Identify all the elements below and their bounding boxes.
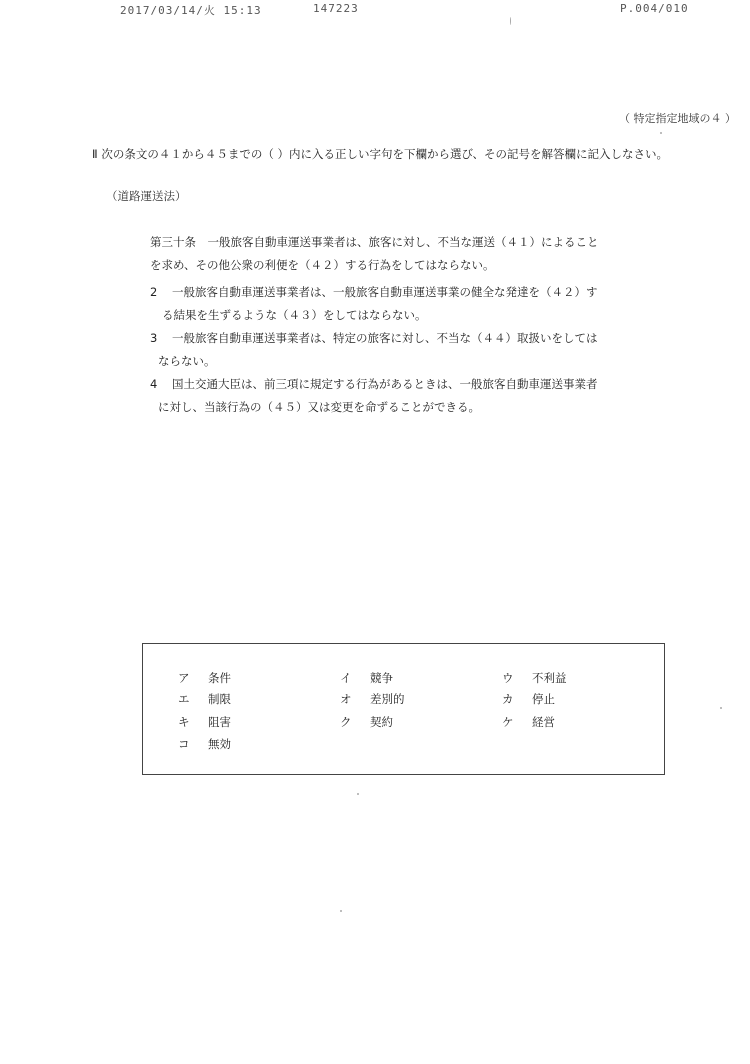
paragraph-3 (150, 327, 598, 373)
paragraph-4-line-2: に対し、当該行為の（４５）又は変更を命ずることができる。 (158, 400, 480, 414)
choice-word: 競争 (370, 671, 393, 685)
choice-item (178, 736, 231, 752)
choice-item (340, 691, 405, 707)
paragraph-2-line-1: 一般旅客自動車運送事業者は、一般旅客自動車運送事業の健全な発達を（４２）す (172, 285, 598, 299)
choice-item (340, 670, 393, 686)
law-name: （道路運送法） (106, 189, 187, 203)
scan-speck (720, 707, 722, 709)
choice-word: 条件 (208, 671, 231, 685)
choice-word: 契約 (370, 715, 393, 729)
paragraph-2 (150, 281, 598, 327)
scan-speck (660, 132, 662, 134)
question-instruction: Ⅱ 次の条文の４１から４５までの（ ）内に入る正しい字句を下欄から選び、その記号を解答欄に記入しなさい。 (92, 147, 669, 161)
scan-speck (510, 17, 511, 25)
article-30-line-2: を求め、その他公衆の利便を（４２）する行為をしてはならない。 (150, 258, 495, 272)
choice-key: コ (178, 737, 190, 751)
choice-word: 制限 (208, 692, 231, 706)
paragraph-number: 2 (150, 285, 158, 299)
answer-choices-box (142, 643, 665, 775)
choice-key: ク (340, 715, 352, 729)
choice-key: ウ (502, 671, 514, 685)
paragraph-2-line-2: る結果を生ずるような（４３）をしてはならない。 (162, 308, 427, 322)
choice-key: エ (178, 692, 190, 706)
choice-item (178, 691, 231, 707)
scan-speck (340, 910, 342, 912)
paragraph-4 (150, 373, 598, 419)
paragraph-3-line-1: 一般旅客自動車運送事業者は、特定の旅客に対し、不当な（４４）取扱いをしては (172, 331, 598, 345)
choice-word: 経営 (532, 715, 555, 729)
paragraph-3-line-2: ならない。 (158, 354, 216, 368)
choice-item (340, 714, 393, 730)
paragraph-4-line-1: 国土交通大臣は、前三項に規定する行為があるときは、一般旅客自動車運送事業者 (172, 377, 598, 391)
choice-key: ケ (502, 715, 514, 729)
choice-item (502, 714, 555, 730)
choice-word: 不利益 (532, 671, 567, 685)
choice-key: キ (178, 715, 190, 729)
choice-item (502, 670, 567, 686)
choice-word: 差別的 (370, 692, 405, 706)
article-30-line-1: 第三十条 一般旅客自動車運送事業者は、旅客に対し、不当な運送（４１）によること (150, 235, 599, 249)
paragraph-number: 3 (150, 331, 158, 345)
scan-speck (357, 793, 359, 795)
choice-item (502, 691, 555, 707)
choice-item (178, 670, 231, 686)
article-30 (150, 231, 630, 277)
fax-datetime: 2017/03/14/火 15:13 (120, 4, 262, 17)
paragraph-number: 4 (150, 377, 158, 391)
choice-word: 阻害 (208, 715, 231, 729)
fax-id: 147223 (313, 2, 359, 15)
choice-key: イ (340, 671, 352, 685)
choice-word: 無効 (208, 737, 231, 751)
choice-word: 停止 (532, 692, 555, 706)
choice-key: カ (502, 692, 514, 706)
choice-key: ア (178, 671, 190, 685)
choice-item (178, 714, 231, 730)
choice-key: オ (340, 692, 352, 706)
region-tag: （ 特定指定地域の４ ） (619, 112, 736, 125)
fax-page-number: P.004/010 (620, 2, 689, 15)
